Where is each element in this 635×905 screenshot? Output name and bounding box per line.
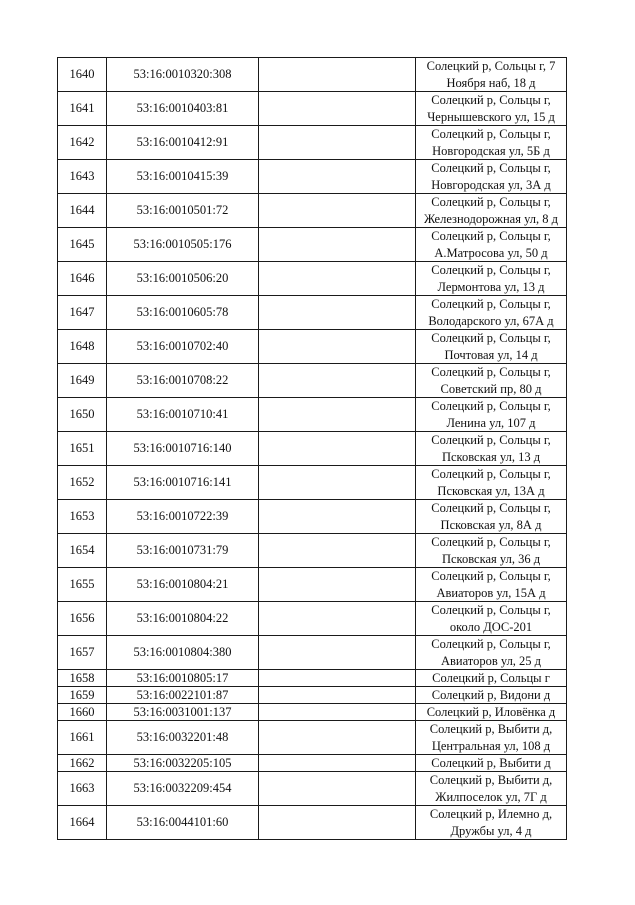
table-row — [58, 126, 567, 160]
empty-cell — [259, 670, 416, 687]
table-row — [58, 534, 567, 568]
table-row — [58, 772, 567, 806]
cadastral-number-cell: 53:16:0010415:39 — [107, 160, 259, 194]
address-line: Солецкий р, Сольцы г, — [431, 331, 551, 345]
table-row — [58, 330, 567, 364]
address-cell — [416, 262, 567, 296]
address-line: Солецкий р, Сольцы г, — [431, 93, 551, 107]
empty-cell — [259, 602, 416, 636]
row-number-cell: 1643 — [58, 160, 107, 194]
table-body — [58, 58, 567, 840]
address-line: Дружбы ул, 4 д — [450, 823, 532, 838]
row-number-cell: 1656 — [58, 602, 107, 636]
empty-cell — [259, 500, 416, 534]
cadastral-number-cell: 53:16:0010716:140 — [107, 432, 259, 466]
row-number-cell: 1651 — [58, 432, 107, 466]
cadastral-number-cell: 53:16:0022101:87 — [107, 687, 259, 704]
address-cell — [416, 636, 567, 670]
row-number-cell: 1663 — [58, 772, 107, 806]
table-row — [58, 58, 567, 92]
address-line: Почтовая ул, 14 д — [444, 347, 538, 362]
table-row — [58, 466, 567, 500]
table-row — [58, 262, 567, 296]
empty-cell — [259, 687, 416, 704]
address-line: Псковская ул, 8А д — [440, 517, 542, 532]
row-number-cell: 1647 — [58, 296, 107, 330]
empty-cell — [259, 398, 416, 432]
empty-cell — [259, 228, 416, 262]
row-number-cell: 1641 — [58, 92, 107, 126]
table-row — [58, 602, 567, 636]
table-row — [58, 364, 567, 398]
empty-cell — [259, 432, 416, 466]
cadastral-number-cell: 53:16:0044101:60 — [107, 806, 259, 840]
address-line: Солецкий р, Сольцы г, — [431, 535, 551, 549]
address-line: Солецкий р, Сольцы г, — [431, 161, 551, 175]
address-line: Солецкий р, Выбити д — [431, 755, 551, 770]
address-line: Солецкий р, Сольцы г, — [431, 229, 551, 243]
address-cell — [416, 126, 567, 160]
address-line: Солецкий р, Видони д — [431, 687, 551, 702]
address-cell — [416, 296, 567, 330]
address-line: Псковская ул, 13 д — [441, 449, 541, 464]
row-number-cell: 1664 — [58, 806, 107, 840]
cadastral-number-cell: 53:16:0010710:41 — [107, 398, 259, 432]
address-line: Солецкий р, Сольцы г, — [431, 569, 551, 583]
address-cell — [416, 534, 567, 568]
address-line: Железнодорожная ул, 8 д — [423, 211, 559, 226]
empty-cell — [259, 568, 416, 602]
address-line: Чернышевского ул, 15 д — [427, 109, 555, 124]
address-line: Ленина ул, 107 д — [446, 415, 536, 430]
address-line: Центральная ул, 108 д — [431, 738, 551, 753]
address-line: Солецкий р, Сольцы г, 7 — [426, 59, 556, 73]
table-row — [58, 721, 567, 755]
table-row — [58, 636, 567, 670]
table-row — [58, 755, 567, 772]
address-line: Солецкий р, Сольцы г, — [431, 399, 551, 413]
cadastral-number-cell: 53:16:0031001:137 — [107, 704, 259, 721]
address-line: Псковская ул, 36 д — [441, 551, 541, 566]
address-line: Солецкий р, Сольцы г, — [431, 263, 551, 277]
address-cell — [416, 602, 567, 636]
empty-cell — [259, 772, 416, 806]
address-line: Солецкий р, Сольцы г, — [431, 127, 551, 141]
empty-cell — [259, 296, 416, 330]
address-cell — [416, 330, 567, 364]
cadastral-number-cell: 53:16:0010320:308 — [107, 58, 259, 92]
address-line: Солецкий р, Сольцы г, — [431, 195, 551, 209]
address-line: Солецкий р, Сольцы г, — [431, 637, 551, 651]
address-line: Солецкий р, Сольцы г, — [431, 603, 551, 617]
address-line: Авиаторов ул, 25 д — [440, 653, 542, 668]
row-number-cell: 1640 — [58, 58, 107, 92]
row-number-cell: 1648 — [58, 330, 107, 364]
table-row — [58, 500, 567, 534]
address-line: Солецкий р, Сольцы г, — [431, 501, 551, 515]
address-line: Советский пр, 80 д — [440, 381, 542, 396]
address-line: Жилпоселок ул, 7Г д — [435, 789, 547, 804]
address-line: Псковская ул, 13А д — [437, 483, 545, 498]
table-row — [58, 670, 567, 687]
row-number-cell: 1654 — [58, 534, 107, 568]
cadastral-number-cell: 53:16:0010731:79 — [107, 534, 259, 568]
row-number-cell: 1653 — [58, 500, 107, 534]
cadastral-number-cell: 53:16:0010505:176 — [107, 228, 259, 262]
empty-cell — [259, 704, 416, 721]
empty-cell — [259, 160, 416, 194]
address-line: Солецкий р, Выбити д, — [429, 773, 553, 787]
empty-cell — [259, 534, 416, 568]
cadastral-number-cell: 53:16:0010804:380 — [107, 636, 259, 670]
address-line: Солецкий р, Сольцы г, — [431, 297, 551, 311]
address-cell — [416, 772, 567, 806]
cadastral-number-cell: 53:16:0010501:72 — [107, 194, 259, 228]
address-cell — [416, 687, 567, 704]
empty-cell — [259, 755, 416, 772]
address-cell — [416, 806, 567, 840]
row-number-cell: 1662 — [58, 755, 107, 772]
address-line: Новгородская ул, 3А д — [431, 177, 551, 192]
row-number-cell: 1655 — [58, 568, 107, 602]
empty-cell — [259, 806, 416, 840]
empty-cell — [259, 126, 416, 160]
table-row — [58, 160, 567, 194]
cadastral-number-cell: 53:16:0010805:17 — [107, 670, 259, 687]
row-number-cell: 1658 — [58, 670, 107, 687]
address-line: Солецкий р, Сольцы г — [432, 670, 550, 685]
table-row — [58, 432, 567, 466]
address-line: Новгородская ул, 5Б д — [432, 143, 550, 158]
address-line: Авиаторов ул, 15А д — [436, 585, 546, 600]
address-cell — [416, 432, 567, 466]
cadastral-number-cell: 53:16:0032205:105 — [107, 755, 259, 772]
row-number-cell: 1646 — [58, 262, 107, 296]
row-number-cell: 1642 — [58, 126, 107, 160]
address-cell — [416, 364, 567, 398]
address-cell — [416, 568, 567, 602]
row-number-cell: 1660 — [58, 704, 107, 721]
table-row — [58, 687, 567, 704]
row-number-cell: 1650 — [58, 398, 107, 432]
empty-cell — [259, 92, 416, 126]
address-cell — [416, 194, 567, 228]
cadastral-number-cell: 53:16:0010702:40 — [107, 330, 259, 364]
table-row — [58, 92, 567, 126]
empty-cell — [259, 262, 416, 296]
cadastral-number-cell: 53:16:0010804:21 — [107, 568, 259, 602]
row-number-cell: 1644 — [58, 194, 107, 228]
cadastral-number-cell: 53:16:0010403:81 — [107, 92, 259, 126]
table-row — [58, 568, 567, 602]
cadastral-number-cell: 53:16:0032201:48 — [107, 721, 259, 755]
empty-cell — [259, 466, 416, 500]
empty-cell — [259, 721, 416, 755]
address-line: Ноября наб, 18 д — [446, 75, 536, 90]
row-number-cell: 1652 — [58, 466, 107, 500]
address-line: около ДОС-201 — [449, 619, 533, 634]
table-row — [58, 806, 567, 840]
empty-cell — [259, 636, 416, 670]
address-cell — [416, 704, 567, 721]
table-row — [58, 704, 567, 721]
empty-cell — [259, 364, 416, 398]
cadastral-number-cell: 53:16:0010804:22 — [107, 602, 259, 636]
table-row — [58, 194, 567, 228]
table-row — [58, 398, 567, 432]
address-line: Лермонтова ул, 13 д — [437, 279, 545, 294]
address-cell — [416, 670, 567, 687]
address-cell — [416, 500, 567, 534]
cadastral-number-cell: 53:16:0032209:454 — [107, 772, 259, 806]
empty-cell — [259, 330, 416, 364]
address-line: Солецкий р, Иловёнка д — [426, 704, 556, 719]
cadastral-number-cell: 53:16:0010506:20 — [107, 262, 259, 296]
row-number-cell: 1659 — [58, 687, 107, 704]
cadastral-number-cell: 53:16:0010605:78 — [107, 296, 259, 330]
address-line: Солецкий р, Сольцы г, — [431, 433, 551, 447]
row-number-cell: 1649 — [58, 364, 107, 398]
cadastral-number-cell: 53:16:0010708:22 — [107, 364, 259, 398]
empty-cell — [259, 194, 416, 228]
address-cell — [416, 721, 567, 755]
address-cell — [416, 228, 567, 262]
address-line: А.Матросова ул, 50 д — [434, 245, 548, 260]
address-cell — [416, 92, 567, 126]
address-line: Солецкий р, Сольцы г, — [431, 467, 551, 481]
cadastral-number-cell: 53:16:0010716:141 — [107, 466, 259, 500]
address-cell — [416, 398, 567, 432]
address-line: Солецкий р, Сольцы г, — [431, 365, 551, 379]
address-cell — [416, 160, 567, 194]
table-row — [58, 296, 567, 330]
address-line: Солецкий р, Илемно д, — [429, 807, 553, 821]
empty-cell — [259, 58, 416, 92]
row-number-cell: 1661 — [58, 721, 107, 755]
address-line: Солецкий р, Выбити д, — [429, 722, 553, 736]
table-row — [58, 228, 567, 262]
address-cell — [416, 58, 567, 92]
property-table — [57, 57, 567, 840]
row-number-cell: 1657 — [58, 636, 107, 670]
row-number-cell: 1645 — [58, 228, 107, 262]
cadastral-number-cell: 53:16:0010412:91 — [107, 126, 259, 160]
address-cell — [416, 466, 567, 500]
address-line: Володарского ул, 67А д — [428, 313, 554, 328]
address-cell — [416, 755, 567, 772]
cadastral-number-cell: 53:16:0010722:39 — [107, 500, 259, 534]
